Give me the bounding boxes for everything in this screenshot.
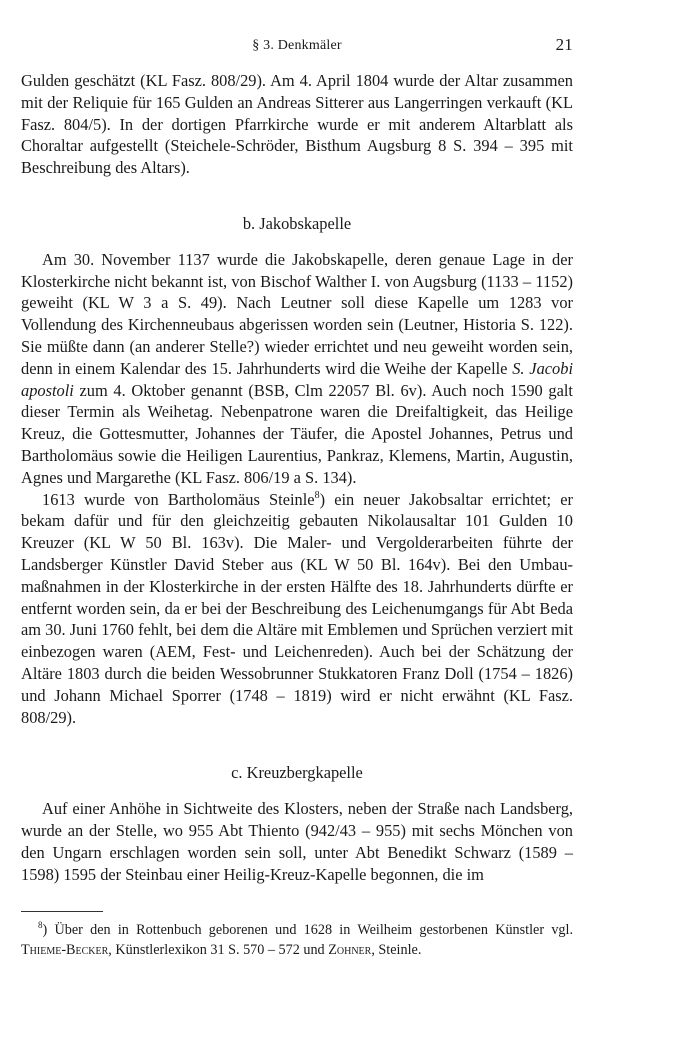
heading-jakobskapelle: b. Jakobskapelle — [242, 213, 352, 233]
text-run: ) Über den in Rottenbuch geborenen und 1628 in Weilheim gestorbenen Künstler vgl. — [42, 922, 573, 938]
heading-kreuzbergkapelle: c. Kreuzbergkapelle — [231, 763, 363, 783]
paragraph-jakobsaltar — [21, 489, 573, 729]
footnote-reference[interactable]: 8 — [314, 489, 320, 501]
spacer — [21, 179, 573, 213]
footnote-text — [21, 920, 573, 960]
text-run: , Künstlerlexikon 31 S. 570 – 572 und — [108, 942, 329, 958]
text-run: ) ein neuer Jakobsaltar errichtet; er bekam dafür und für den gleichzeitig gebauten Nikolausaltar 101 Gulden 10 Kreuzer (KL W 50 Bl. 163v). Die Maler- und Vergolderarbeiten führte der Landsberger Künstler David Steber aus (KL W 50 Bl. 164v). Bei den Umbaumaßnahmen in der Klosterkirche in der ersten Hälfte des 18. Jahrhunderts dürfte er entfernt worden sein, da er bei der Beschreibung des Leichenumgangs für Abt Beda am 30. Juni 1760 fehlt, bei dem die Altäre mit Emblemen und Sprüchen verziert mit einbezogen waren (AEM, Fest- und Leichenreden). Auch bei der Schätzung der Altäre 1803 durch die beiden Wessobrunner Stukkatoren Franz Doll (1754 – 1826) und Johann Michael Sporrer (1748 – 1819) wird er nicht erwähnt (KL Fasz. 808/29). — [21, 489, 573, 727]
author-thieme-becker: Thieme-Becker — [21, 942, 109, 958]
footnote-divider — [21, 911, 103, 912]
paragraph-kreuzbergkapelle: Auf einer Anhöhe in Sichtweite des Klosters, neben der Straße nach Landsberg, wurde an der Stelle, wo 955 Abt Thiento (942/43 – 955) mit sechs Mönchen von den Ungarn erschlagen worden sein soll, unter Abt Benedikt Schwarz (1589 – 1598) 1595 der Steinbau einer Heilig-Kreuz-Kapelle begonnen, die im — [21, 799, 573, 884]
footnote-marker: 8 — [38, 920, 43, 930]
text-run: 1613 wurde von Bartholomäus Steinle — [42, 489, 315, 509]
paragraph-continuation: Gulden geschätzt (KL Fasz. 808/29). Am 4. April 1804 wurde der Altar zusammen mit der Reliquie für 165 Gulden an Andreas Sitterer aus Langerringen verkauft (KL Fasz. 804/5). In der dortigen Pfarrkirche wurde er mit anderem Altarblatt als Choraltar aufgestellt (Steichele-Schröder, Bisthum Augsburg 8 S. 394 – 395 mit Beschreibung des Altars). — [21, 71, 573, 178]
main-text — [21, 70, 573, 885]
spacer — [21, 784, 573, 798]
page-number: 21 — [555, 35, 573, 54]
spacer — [21, 235, 573, 249]
text-run: zum 4. Oktober genannt (BSB, Clm 22057 Bl. 6v). Auch noch 1590 galt dieser Termin als Weihetag. Nebenpatrone waren die Dreifaltigkeit, das Heilige Kreuz, die Gottesmutter, Johannes der Täufer, die Apostel Johannes, Petrus und Bartholomäus sowie die Heiligen Laurentius, Pankraz, Klemens, Martin, Augustin, Agnes und Margarethe (KL Fasz. 806/19 a S. 134). — [21, 380, 573, 487]
author-zohner: Zohner — [328, 942, 372, 958]
section-title: § 3. Denkmäler — [252, 38, 342, 53]
italic-dedication: S. Jacobi apostoli — [21, 358, 573, 400]
spacer — [21, 728, 573, 762]
footnote — [21, 920, 573, 960]
paragraph-jakobskapelle-history — [21, 249, 573, 489]
text-run: Am 30. November 1137 wurde die Jakobskapelle, deren genaue Lage in der Klosterkirche nicht bekannt ist, von Bischof Walther I. von Augsburg (1133 – 1152) geweiht (KL W 3 a S. 49). Nach Leutner soll diese Kapelle um 1283 vor Vollendung des Kirchenneubaus abgerissen worden sein (Leutner, Historia S. 122). Sie müßte dann (an anderer Stelle?) wieder errichtet und neu geweiht worden sein, denn in einem Kalendar des 15. Jahrhunderts wird die Weihe der Kapelle — [21, 249, 573, 378]
text-run: , Steinle. — [371, 942, 422, 958]
